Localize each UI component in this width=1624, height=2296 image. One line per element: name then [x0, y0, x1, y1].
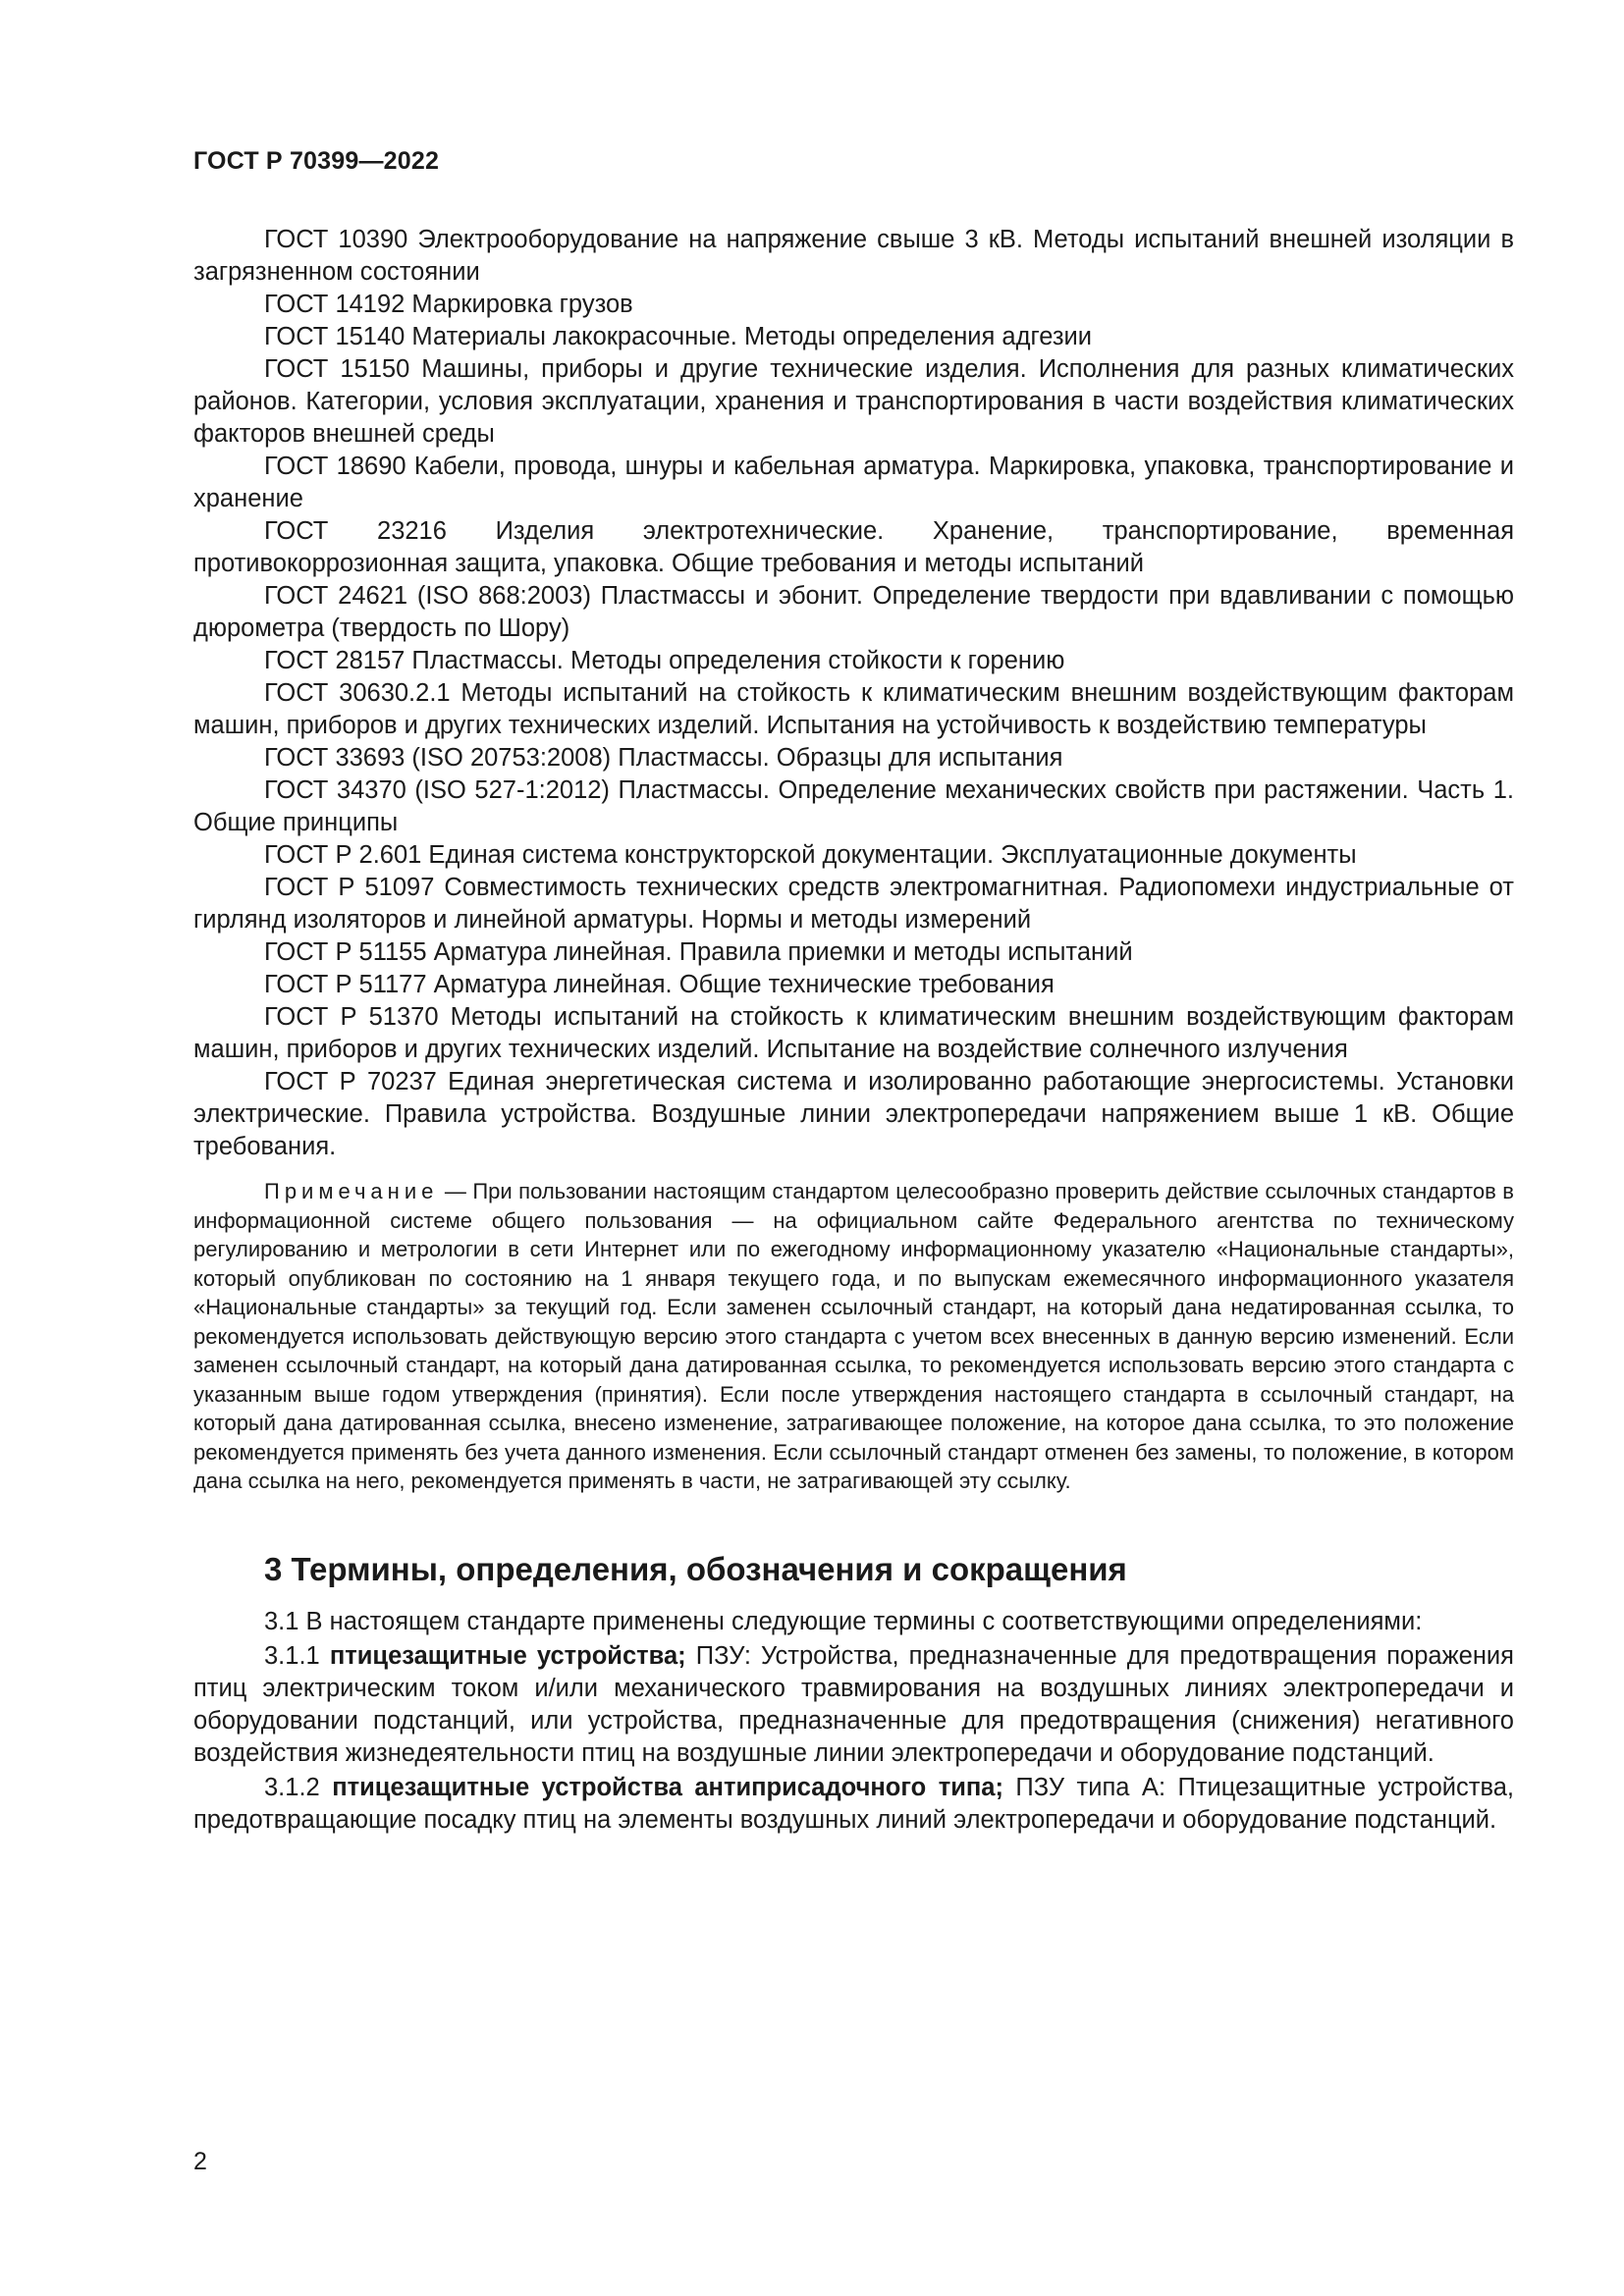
note-paragraph: [193, 1177, 1514, 1496]
clause-3-1: 3.1 В настоящем стандарте применены следующие термины с соответствующими определениями:: [264, 1607, 1423, 1635]
reference-item: ГОСТ 30630.2.1 Методы испытаний на стойкость к климатическим внешним воздействующим факторам машин, приборов и других технических изделий. Испытания на устойчивость к воздействию температуры: [193, 679, 1514, 739]
reference-item: ГОСТ Р 51155 Арматура линейная. Правила приемки и методы испытаний: [264, 938, 1133, 966]
note-text: — При пользовании настоящим стандартом целесообразно проверить действие ссылочных стандартов в информационной системе общего пользования — на официальном сайте Федерального агентства по техническому регулированию и метрологии в сети Интернет или по ежегодному информационному указателю «Национальные стандарты», который опубликован по состоянию на 1 января текущего года, и по выпускам ежемесячного информационного указателя «Национальные стандарты» за текущий год. Если заменен ссылочный стандарт, на который дана недатированная ссылка, то рекомендуется использовать действующую версию этого стандарта с учетом всех внесенных в данную версию изменений. Если заменен ссылочный стандарт, на который дана датированная ссылка, то рекомендуется использовать версию этого стандарта с указанным выше годом утверждения (принятия). Если после утверждения настоящего стандарта в ссылочный стандарт, на который дана датированная ссылка, внесено изменение, затрагивающее положение, на которое дана ссылка, то это положение рекомендуется применять без учета данного изменения. Если ссылочный стандарт отменен без замены, то положение, в котором дана ссылка на него, рекомендуется применять в части, не затрагивающей эту ссылку.: [193, 1179, 1514, 1493]
reference-item: ГОСТ Р 51097 Совместимость технических средств электромагнитная. Радиопомехи индустриальные от гирлянд изоляторов и линейной арматуры. Нормы и методы измерений: [193, 874, 1514, 934]
reference-item: ГОСТ Р 51177 Арматура линейная. Общие технические требования: [264, 971, 1055, 998]
reference-item: ГОСТ Р 70237 Единая энергетическая система и изолированно работающие энергосистемы. Установки электрические. Правила устройства. Воздушные линии электропередачи напряжением выше 1 кВ. Общие требования.: [193, 1068, 1514, 1160]
reference-item: ГОСТ 23216 Изделия электротехнические. Хранение, транспортирование, временная противокоррозионная защита, упаковка. Общие требования и методы испытаний: [193, 517, 1514, 577]
reference-item: ГОСТ 33693 (ISO 20753:2008) Пластмассы. Образцы для испытания: [264, 744, 1063, 772]
reference-item: ГОСТ 18690 Кабели, провода, шнуры и кабельная арматура. Маркировка, упаковка, транспортирование и хранение: [193, 453, 1514, 512]
term-name: птицезащитные устройства антиприсадочного типа;: [332, 1773, 1003, 1801]
normative-references-list: [193, 224, 1514, 1163]
reference-item: ГОСТ 28157 Пластмассы. Методы определения стойкости к горению: [264, 647, 1065, 674]
reference-item: ГОСТ Р 2.601 Единая система конструкторской документации. Эксплуатационные документы: [264, 841, 1357, 869]
document-body: [193, 224, 1514, 1839]
term-name: птицезащитные устройства;: [329, 1641, 686, 1670]
reference-item: ГОСТ 14192 Маркировка грузов: [264, 291, 633, 318]
reference-item: ГОСТ 10390 Электрооборудование на напряжение свыше 3 кВ. Методы испытаний внешней изоляции в загрязненном состоянии: [193, 226, 1514, 286]
page-number: 2: [193, 2148, 207, 2175]
reference-item: ГОСТ Р 51370 Методы испытаний на стойкость к климатическим внешним воздействующим факторам машин, приборов и других технических изделий. Испытание на воздействие солнечного излучения: [193, 1003, 1514, 1063]
reference-item: ГОСТ 15150 Машины, приборы и другие технические изделия. Исполнения для разных климатических районов. Категории, условия эксплуатации, хранения и транспортирования в части воздействия климатических факторов внешней среды: [193, 355, 1514, 448]
reference-item: ГОСТ 15140 Материалы лакокрасочные. Методы определения адгезии: [264, 323, 1093, 350]
reference-item: ГОСТ 34370 (ISO 527-1:2012) Пластмассы. Определение механических свойств при растяжении. Часть 1. Общие принципы: [193, 776, 1514, 836]
clause-3-1-1: [193, 1640, 1514, 1770]
term-definition: ПЗУ типа А: Птицезащитные устройства, предотвращающие посадку птиц на элементы воздушных линий электропередачи и оборудование подстанций.: [193, 1773, 1514, 1834]
reference-item: ГОСТ 24621 (ISO 868:2003) Пластмассы и эбонит. Определение твердости при вдавливании с помощью дюрометра (твердость по Шору): [193, 582, 1514, 642]
clause-number: 3.1.2: [264, 1773, 333, 1801]
term-definition: ПЗУ: Устройства, предназначенные для предотвращения поражения птиц электрическим током и/или механического травмирования на воздушных линиях электропередачи и оборудовании подстанций, или устройства, предназначенные для предотвращения (снижения) негативного воздействия жизнедеятельности птиц на воздушные линии электропередачи и оборудование подстанций.: [193, 1641, 1514, 1767]
note-label: Примечание: [264, 1179, 439, 1203]
section-title: 3 Термины, определения, обозначения и сокращения: [264, 1550, 1127, 1587]
document-header: ГОСТ Р 70399—2022: [193, 147, 440, 175]
clause-number: 3.1.1: [264, 1641, 330, 1670]
clause-3-1-2: [193, 1772, 1514, 1837]
